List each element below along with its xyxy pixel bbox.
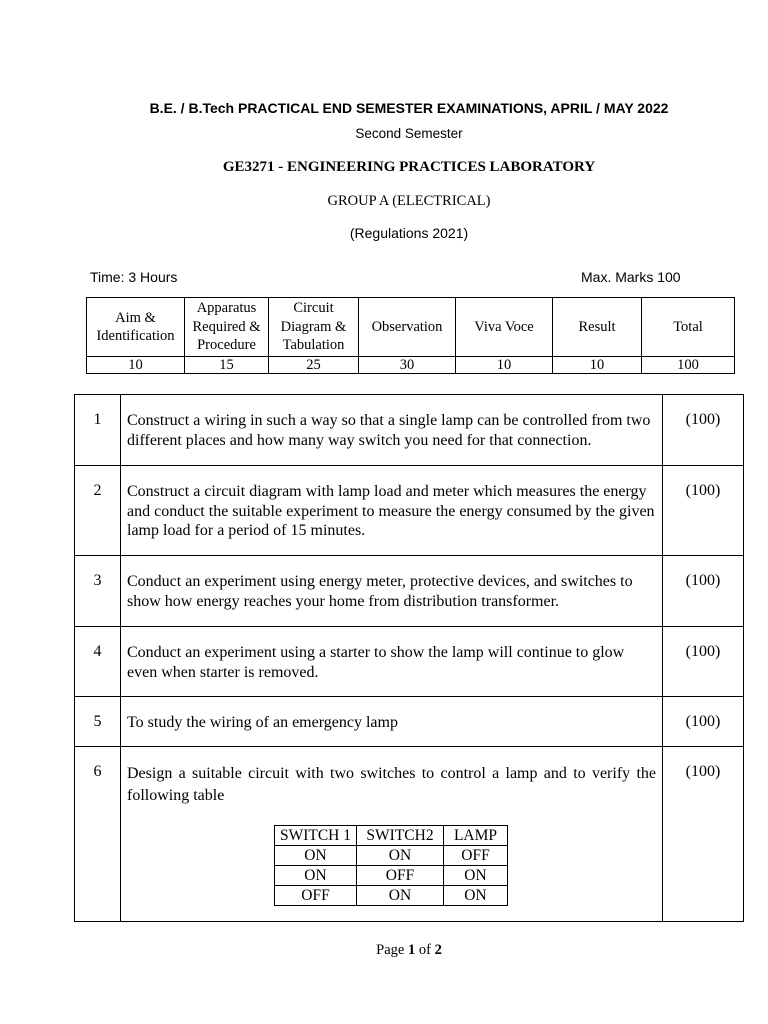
- question-text: Conduct an experiment using a starter to show the lamp will continue to glow even when starter is removed.: [121, 627, 663, 697]
- switch-table-cell: ON: [275, 846, 357, 866]
- switch-table-cell: OFF: [275, 886, 357, 906]
- switch-table-cell: OFF: [357, 866, 444, 886]
- switch-table-cell: ON: [357, 846, 444, 866]
- question-row: [75, 466, 744, 556]
- marks-header-cell: Observation: [359, 298, 456, 357]
- question-number: 3: [75, 556, 121, 627]
- switch-table-cell: ON: [275, 866, 357, 886]
- marks-value-cell: 15: [185, 357, 269, 374]
- marks-header-cell: Aim & Identification: [87, 298, 185, 357]
- question-text: Construct a circuit diagram with lamp load and meter which measures the energy and conduct the suitable experiment to measure the energy consumed by the given lamp load for a period of 15 minutes.: [121, 466, 663, 556]
- marks-header-cell: Apparatus Required & Procedure: [185, 298, 269, 357]
- switch-table-header-cell: SWITCH 1: [275, 826, 357, 846]
- marks-value-cell: 10: [456, 357, 553, 374]
- page-total: 2: [434, 942, 442, 958]
- of-label: of: [418, 942, 431, 958]
- question-number: 2: [75, 466, 121, 556]
- question-marks: (100): [663, 627, 744, 697]
- question-row: [75, 697, 744, 747]
- question-row: [75, 395, 744, 466]
- question-text: To study the wiring of an emergency lamp: [121, 697, 663, 747]
- marks-value-cell: 30: [359, 357, 456, 374]
- question-text: Design a suitable circuit with two switches to control a lamp and to verify the following table: [127, 765, 656, 804]
- marks-header-cell: Circuit Diagram & Tabulation: [269, 298, 359, 357]
- page-current: 1: [407, 942, 416, 958]
- marks-header-cell: Total: [642, 298, 735, 357]
- switch-table-cell: OFF: [444, 846, 508, 866]
- questions-table: [74, 394, 744, 922]
- course-title: GE3271 - ENGINEERING PRACTICES LABORATORY: [222, 159, 596, 175]
- exam-title: B.E. / B.Tech PRACTICAL END SEMESTER EXAMINATIONS, APRIL / MAY 2022: [149, 100, 669, 116]
- time-label: Time: 3 Hours: [90, 269, 178, 285]
- question-number: 6: [75, 747, 121, 922]
- marks-value-cell: 10: [553, 357, 642, 374]
- marks-header-cell: Viva Voce: [456, 298, 553, 357]
- question-row: [75, 627, 744, 697]
- group-label: GROUP A (ELECTRICAL): [327, 193, 491, 209]
- question-row: [75, 747, 744, 922]
- question-marks: (100): [663, 395, 744, 466]
- question-number: 4: [75, 627, 121, 697]
- marks-value-row: [87, 357, 735, 374]
- switch-table-cell: ON: [444, 866, 508, 886]
- question-row: [75, 556, 744, 627]
- page-label: Page: [376, 942, 405, 958]
- question-text: Construct a wiring in such a way so that a single lamp can be controlled from two different places and how many way switch you need for that connection.: [121, 395, 663, 466]
- question-marks: (100): [663, 747, 744, 922]
- question-marks: (100): [663, 556, 744, 627]
- switch-table-row: [275, 846, 508, 866]
- switch-table-cell: ON: [357, 886, 444, 906]
- switch-truth-table: [274, 825, 508, 906]
- switch-table-header-row: [275, 826, 508, 846]
- marks-value-cell: 10: [87, 357, 185, 374]
- question-number: 1: [75, 395, 121, 466]
- question-marks: (100): [663, 466, 744, 556]
- question-marks: (100): [663, 697, 744, 747]
- switch-table-cell: ON: [444, 886, 508, 906]
- switch-table-header-cell: SWITCH2: [357, 826, 444, 846]
- switch-table-header-cell: LAMP: [444, 826, 508, 846]
- question-text: Conduct an experiment using energy meter, protective devices, and switches to show how energy reaches your home from distribution transformer.: [121, 556, 663, 627]
- regulations-label: (Regulations 2021): [349, 225, 469, 241]
- question-number: 5: [75, 697, 121, 747]
- marks-header-cell: Result: [553, 298, 642, 357]
- switch-table-row: [275, 866, 508, 886]
- question-text-with-table: [121, 747, 663, 922]
- page-footer: [0, 942, 768, 959]
- marks-value-cell: 100: [642, 357, 735, 374]
- marks-value-cell: 25: [269, 357, 359, 374]
- switch-table-row: [275, 886, 508, 906]
- semester-label: Second Semester: [355, 126, 463, 141]
- marks-header-row: [87, 298, 735, 357]
- marks-distribution-table: [86, 297, 735, 374]
- max-marks-label: Max. Marks 100: [581, 269, 681, 285]
